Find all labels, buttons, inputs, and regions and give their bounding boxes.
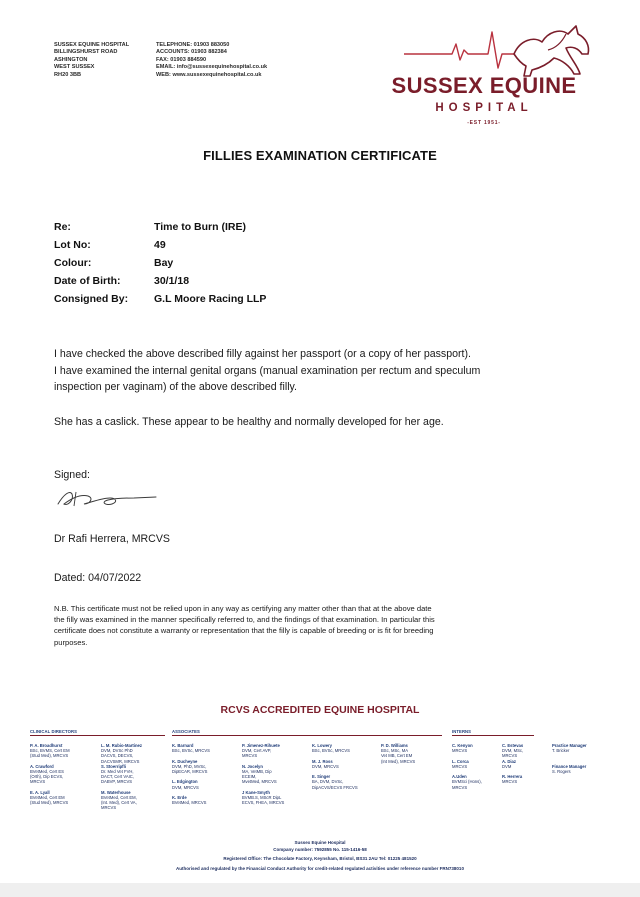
interns-divider xyxy=(452,735,534,736)
staff-credentials: DABVP, MRCVS xyxy=(101,779,133,785)
detail-label: Re: xyxy=(54,221,71,233)
address-line: BILLINGSHURST ROAD xyxy=(54,49,118,56)
staff-credentials: ECEIM, xyxy=(242,774,257,780)
address-line: SUSSEX EQUINE HOSPITAL xyxy=(54,42,130,48)
manager-title: Finance Manager xyxy=(552,763,587,769)
staff-name: R. Herrera xyxy=(502,774,523,780)
staff-credentials: BVetMed, Cert EM xyxy=(30,795,65,801)
staff-column-managers xyxy=(552,743,587,774)
logo-established: -EST 1951- xyxy=(467,120,501,126)
staff-name: L. Corca xyxy=(452,758,469,764)
staff-credentials: BVetMed, MRCVS xyxy=(172,800,207,806)
staff-credentials: MA, VetMB, Dip xyxy=(242,769,272,775)
clinical-directors-heading: CLINICAL DIRECTORS xyxy=(30,729,78,734)
staff-name: A. Diaz xyxy=(502,758,516,764)
staff-name: P. A. Broadhurst xyxy=(30,743,63,748)
staff-credentials: MvetMed, MRCVS xyxy=(242,779,277,785)
passport-check-text: I have checked the above described filly against her passport (or a copy of her passport). xyxy=(54,348,471,360)
signed-label: Signed: xyxy=(54,469,90,481)
company-name: Sussex Equine Hospital xyxy=(294,840,346,845)
rcvs-accreditation: RCVS ACCREDITED EQUINE HOSPITAL xyxy=(220,704,420,716)
signature-image xyxy=(54,484,164,512)
staff-credentials: MRCVS xyxy=(502,779,518,785)
nb-line: the filly was examined in the manner specifically referred to, and the findings of that examination. In particular this xyxy=(54,615,435,625)
staff-credentials: Dr. Med Vet FVH, xyxy=(101,769,134,775)
staff-credentials: DACT, Cert VAIC, xyxy=(101,774,134,780)
nb-line: N.B. This certificate must not be relied upon in any way as certifying any matter other than that at the above date xyxy=(54,604,432,613)
certificate-title: FILLIES EXAMINATION CERTIFICATE xyxy=(203,148,437,163)
staff-credentials: MRCVS xyxy=(502,753,518,759)
staff-credentials: BSc, BVSc, MRCVS xyxy=(172,748,210,754)
address-line: WEST SUSSEX xyxy=(54,64,95,71)
staff-column-interns-2 xyxy=(502,743,523,785)
logo-title: SUSSEX EQUINE xyxy=(391,73,577,98)
staff-credentials: DVM, Cert AVP, xyxy=(242,748,272,754)
detail-label: Colour: xyxy=(54,257,92,269)
staff-name: K. Barnard xyxy=(172,743,194,748)
hospital-address xyxy=(54,42,129,79)
staff-name: L. Edgington xyxy=(172,779,198,785)
staff-credentials: DipECAR, MRCVS xyxy=(172,769,208,775)
staff-column-clinical-2 xyxy=(101,743,142,811)
staff-name: K. Ducheyne xyxy=(172,758,198,764)
manager-title: Practice Manager xyxy=(552,743,587,748)
staff-credentials: MRCVS xyxy=(242,753,258,759)
staff-credentials: BVMB.S, MScR DipL xyxy=(242,795,282,801)
staff-credentials: DVM, DVSc PhD xyxy=(101,748,133,754)
detail-value: Bay xyxy=(154,257,174,269)
staff-column-associates-4 xyxy=(381,743,415,764)
contact-email: EMAIL: info@sussexequinehospital.co.uk xyxy=(156,64,268,71)
examination-text-line2: inspection per vaginam) of the above described filly. xyxy=(54,381,298,393)
page-bottom-band xyxy=(0,883,640,897)
detail-value: 30/1/18 xyxy=(154,275,190,287)
detail-label: Consigned By: xyxy=(54,293,129,305)
detail-value: G.L Moore Racing LLP xyxy=(154,293,267,305)
nb-line: purposes. xyxy=(54,637,88,647)
staff-name: J Kane-Smyth xyxy=(242,789,270,795)
staff-credentials: BSc, BVMS, Cert EM xyxy=(30,748,70,754)
contact-fax: FAX: 01903 884590 xyxy=(156,56,207,63)
manager-name: T. Bricker xyxy=(552,748,570,754)
staff-name: K. Lowery xyxy=(312,743,333,748)
associates-divider xyxy=(172,735,442,736)
staff-credentials: MRCVS xyxy=(101,805,117,811)
staff-name: M. J. Ross xyxy=(312,758,333,764)
staff-credentials: DVM, PhD, MVSc, xyxy=(172,763,207,769)
nb-disclaimer xyxy=(54,603,435,648)
staff-credentials: BA, DVM, DVSc, xyxy=(312,779,344,785)
staff-credentials: DVM, MRCVS xyxy=(312,763,339,769)
staff-credentials: DVM, MSc, xyxy=(502,748,524,754)
registered-office: Registered Office: The Chocolate Factory, Keynsham, Bristol, BS31 2AU Tel: 01225 481520 xyxy=(223,856,417,861)
nb-line: certificate does not constitute a warranty or representation that the filly is capable of breeding or is fit for breeding xyxy=(54,626,434,636)
staff-credentials: MRCVS xyxy=(452,748,468,754)
staff-credentials: (Int Med), MRCVS xyxy=(381,758,416,764)
staff-credentials: ECVS, FHEA, MRCVS xyxy=(242,800,285,806)
staff-credentials: DACVSMR, MRCVS xyxy=(101,758,140,764)
staff-credentials: BVetMed, Cert ES xyxy=(30,769,64,775)
examination-text-line1: I have examined the internal genital organs (manual examination per rectum and speculum xyxy=(54,365,481,377)
staff-name: M. Waterhouse xyxy=(101,789,131,795)
staff-name: C. Estevas xyxy=(502,743,524,748)
certificate-date: Dated: 04/07/2022 xyxy=(54,572,142,584)
address-line: RH20 3BB xyxy=(54,71,82,78)
clinical-divider xyxy=(30,735,165,736)
staff-credentials: MRCVS xyxy=(452,763,468,769)
signatory-name: Dr Rafi Herrera, MRCVS xyxy=(54,533,170,545)
staff-name: P. Jimenez-Rihuete xyxy=(242,743,280,748)
detail-value: 49 xyxy=(154,239,166,251)
staff-column-associates-1 xyxy=(172,743,210,805)
staff-credentials: BVMSci (Hons), xyxy=(452,779,482,785)
detail-label: Lot No: xyxy=(54,239,91,251)
staff-credentials: (Stud Med), MRCVS xyxy=(30,800,69,806)
staff-name: K. Erde xyxy=(172,795,187,801)
staff-credentials: BVetMed, Cert EM, xyxy=(101,795,137,801)
staff-column-associates-2 xyxy=(242,743,284,805)
staff-credentials: DVM xyxy=(502,763,512,769)
interns-heading: INTERNS xyxy=(452,729,472,734)
associates-heading: ASSOCIATES xyxy=(172,729,200,734)
staff-credentials: (Int. Med), Cert VA, xyxy=(101,800,137,806)
company-number: Company number: 7592855 No. 115-1416-58 xyxy=(273,847,367,852)
staff-name: E. Singer xyxy=(312,774,331,780)
staff-credentials: MRCVS xyxy=(452,784,468,790)
staff-name: A. Crawford xyxy=(30,763,54,769)
staff-credentials: DVM, MRCVS xyxy=(172,784,199,790)
contact-accounts: ACCOUNTS: 01903 882384 xyxy=(156,49,227,56)
staff-name: L. M. Rubio-Martinez xyxy=(101,743,142,748)
hospital-contact xyxy=(156,42,267,79)
staff-name: C. Kenyon xyxy=(452,743,473,748)
hospital-logo xyxy=(364,20,604,132)
staff-name: A.Uden xyxy=(452,774,467,780)
staff-credentials: BSc, MSc, MA xyxy=(381,748,408,754)
logo-subtitle: HOSPITAL xyxy=(435,102,533,114)
contact-web: WEB: www.sussexequinehospital.co.uk xyxy=(156,71,262,78)
staff-credentials: DACVS, DECVS, xyxy=(101,753,134,759)
contact-telephone: TELEPHONE: 01903 883050 xyxy=(156,42,230,48)
caslick-text: She has a caslick. These appear to be healthy and normally developed for her age. xyxy=(54,416,444,428)
staff-column-associates-3 xyxy=(312,743,358,790)
staff-credentials: Vet MB, Cert EM xyxy=(381,753,413,759)
detail-value: Time to Burn (IRE) xyxy=(154,221,246,233)
staff-column-clinical-1 xyxy=(30,743,70,805)
staff-name: N. Jocelyn xyxy=(242,763,263,769)
staff-name: E. A. Lyall xyxy=(30,789,50,795)
staff-credentials: DipACVS/ECVS FRCVS xyxy=(312,784,358,790)
staff-credentials: MRCVS xyxy=(30,779,46,785)
address-line: ASHINGTON xyxy=(54,56,88,63)
staff-name: P. D. Williams xyxy=(381,743,408,748)
staff-name: S. Stoerripfli xyxy=(101,763,126,769)
staff-column-interns-1 xyxy=(452,743,482,790)
staff-credentials: (Orth), Dip ECVS, xyxy=(30,774,64,780)
detail-label: Date of Birth: xyxy=(54,275,121,287)
fca-authorisation: Authorised and regulated by the Financial Conduct Authority for credit-related regulated activities under reference number FRN738010 xyxy=(176,866,464,871)
manager-name: S. Rogers xyxy=(552,769,571,775)
staff-credentials: BSc, BVSc, MRCVS xyxy=(312,748,350,754)
staff-credentials: (Stud Med), MRCVS xyxy=(30,753,69,759)
